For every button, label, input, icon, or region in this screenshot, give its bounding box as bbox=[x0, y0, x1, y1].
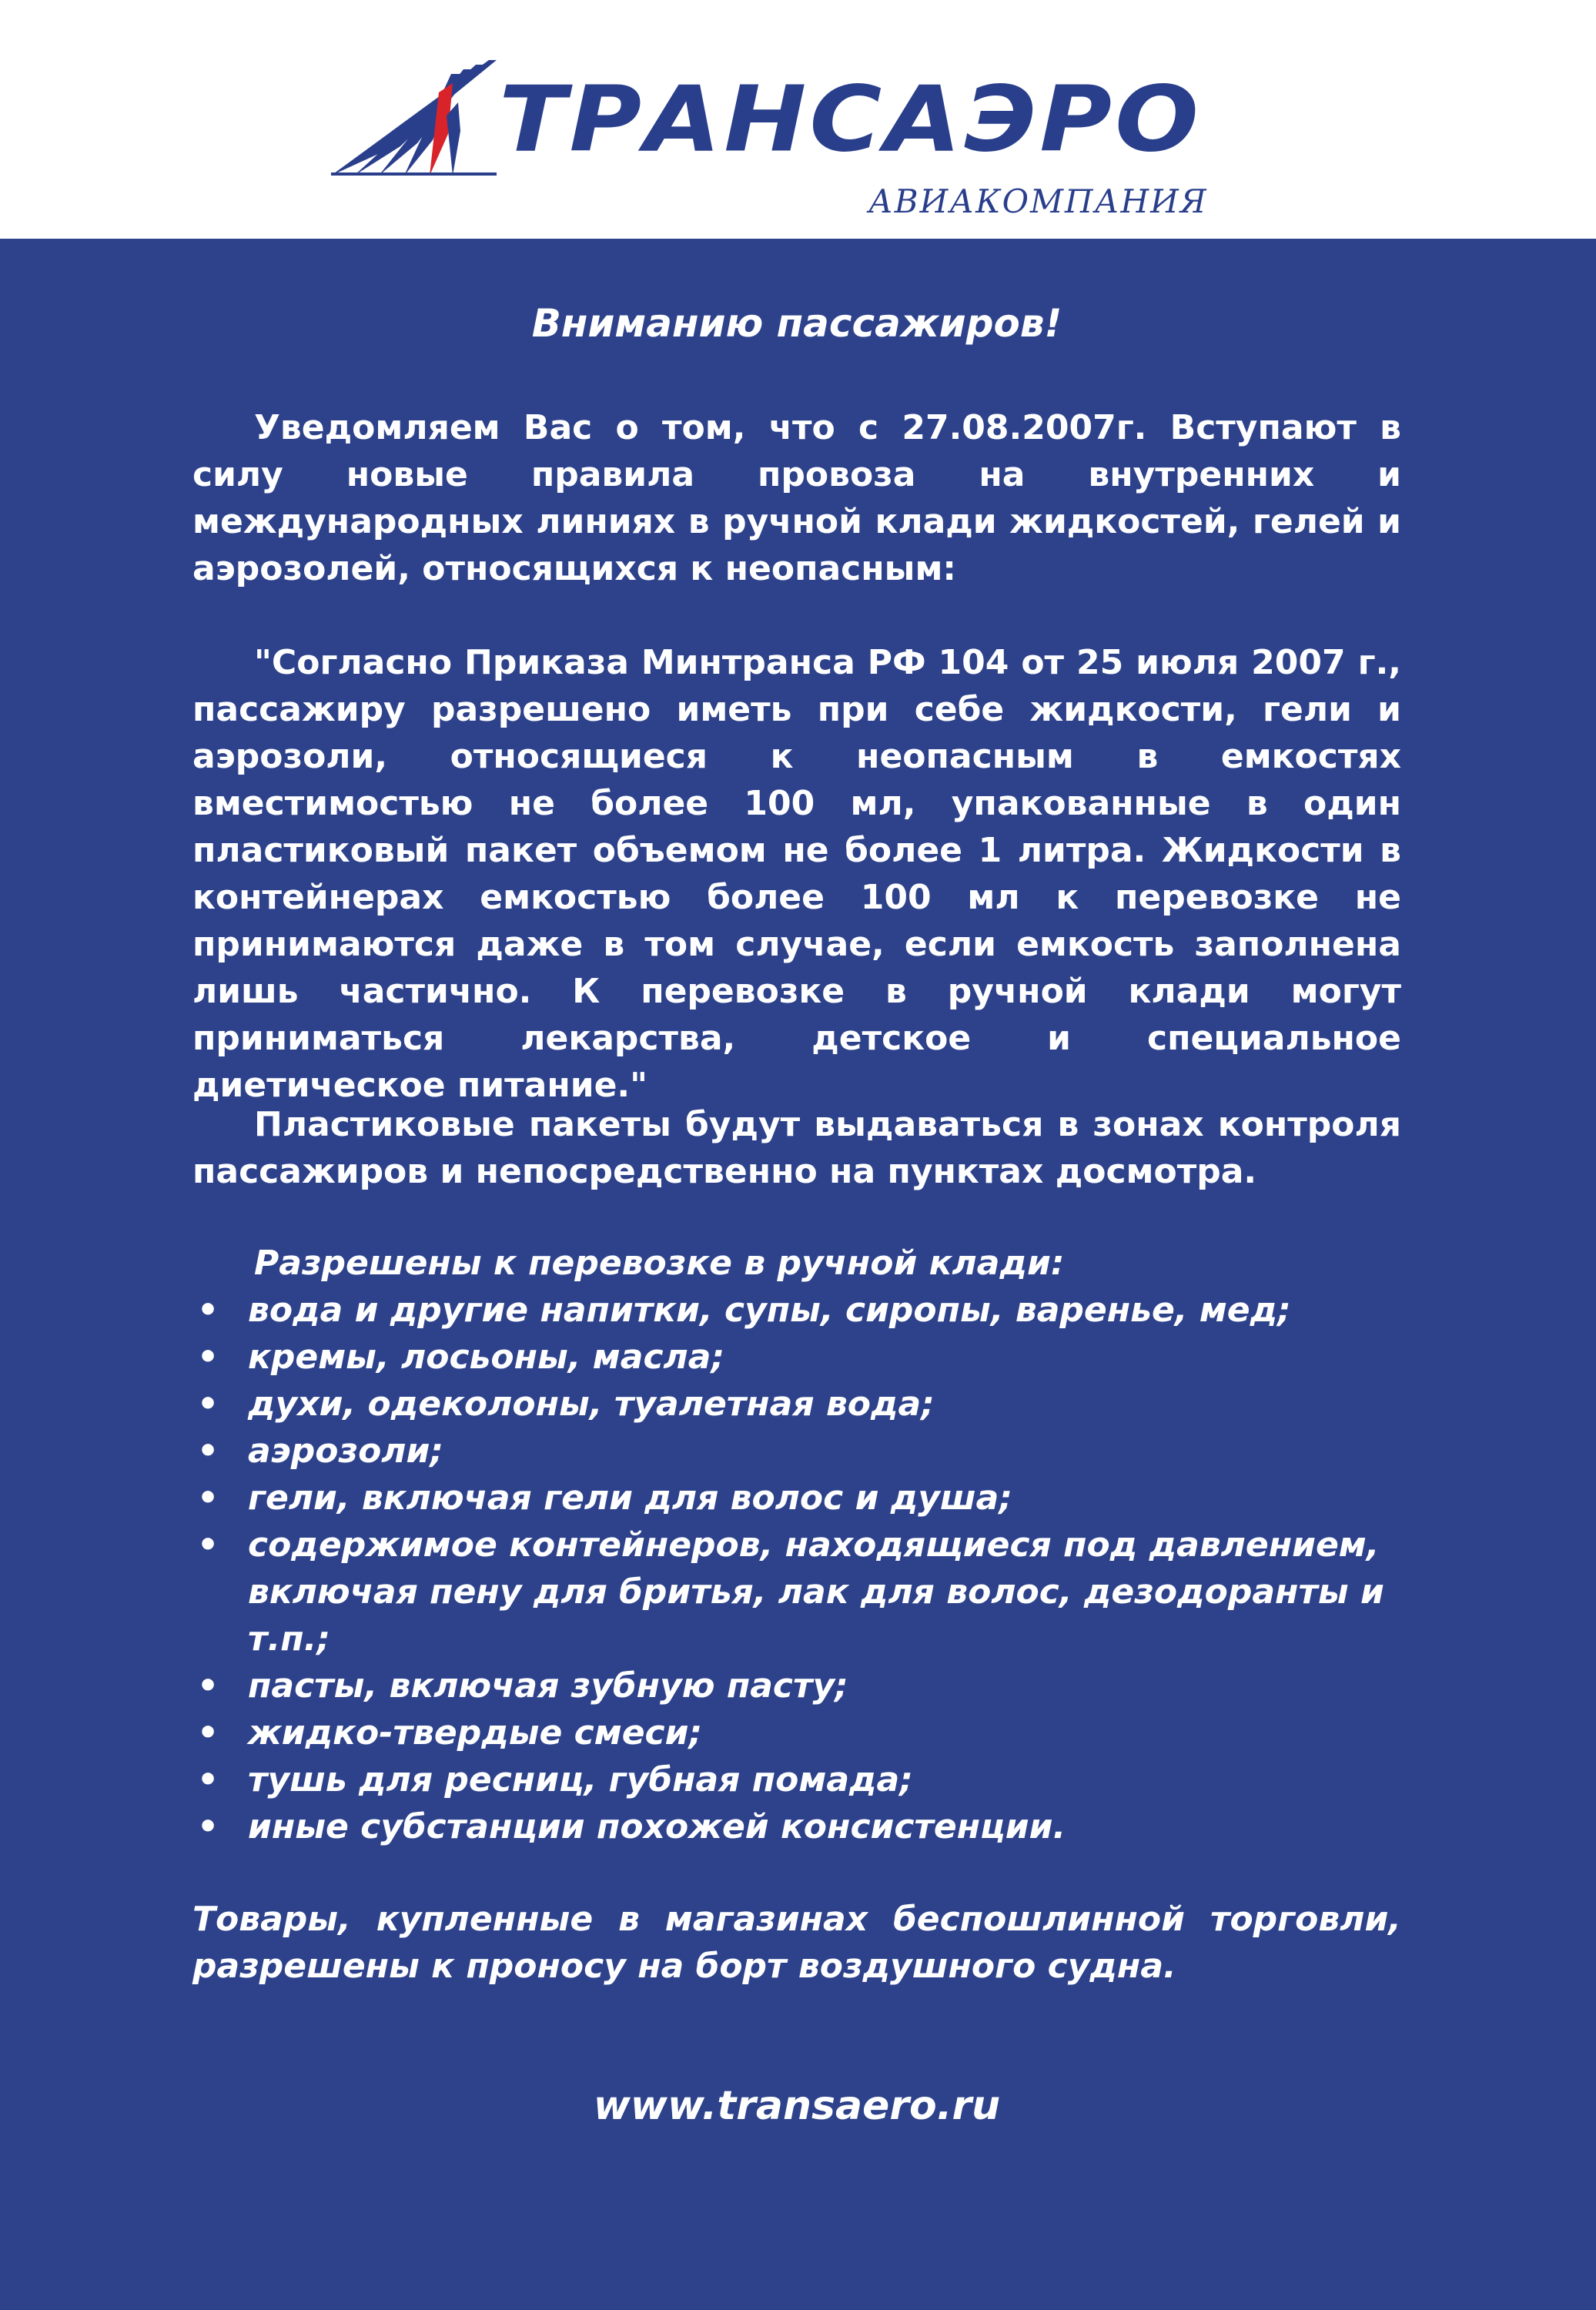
header bbox=[0, 0, 1596, 239]
duty-free-paragraph: Товары, купленные в магазинах беспошлинной торговли, разрешены к проносу на борт воздушного судна. bbox=[192, 1900, 1401, 1986]
plastic-bags-paragraph: Пластиковые пакеты будут выдаваться в зонах контроля пассажиров и непосредственно на пунктах досмотра. bbox=[192, 1105, 1401, 1191]
order-quote-paragraph: "Согласно Приказа Минтранса РФ 104 от 25 июля 2007 г., пассажиру разрешено иметь при себе жидкости, гели и аэрозоли, относящиеся к неопасным в емкостях вместимостью не более 100 мл, упакованные в один пластиковый пакет объемом не более 1 литра. Жидкости в контейнерах емкостью более 100 мл к перевозке не принимаются даже в том случае, если емкость заполнена лишь частично. К перевозке в ручной клади могут приниматься лекарства, детское и специальное диетическое питание." bbox=[192, 643, 1401, 1105]
list-item: • пасты, включая зубную пасту; bbox=[192, 1662, 1401, 1709]
brand-subtitle: АВИАКОМПАНИЯ bbox=[868, 182, 1208, 220]
list-item: • жидко-твердые смеси; bbox=[192, 1709, 1401, 1756]
notice-panel bbox=[0, 239, 1596, 2310]
brand-name: ТРАНСАЭРО bbox=[499, 66, 1202, 172]
allowed-list-title: Разрешены к перевозке в ручной клади: bbox=[254, 1244, 1065, 1283]
list-item: • вода и другие напитки, супы, сиропы, варенье, мед; bbox=[192, 1287, 1401, 1334]
list-item: • иные субстанции похожей консистенции. bbox=[192, 1803, 1401, 1850]
airline-tail-logo-icon bbox=[331, 60, 497, 176]
intro-paragraph: Уведомляем Вас о том, что с 27.08.2007г. Вступают в силу новые правила провоза на внутренних и международных линиях в ручной клади жидкостей, гелей и аэрозолей, относящихся к неопасным: bbox=[192, 408, 1401, 588]
website-link[interactable]: www.transaero.ru bbox=[593, 2083, 1001, 2129]
list-item: • кремы, лосьоны, масла; bbox=[192, 1334, 1401, 1381]
notice-heading: Вниманию пассажиров! bbox=[531, 301, 1062, 346]
list-item: • духи, одеколоны, туалетная вода; bbox=[192, 1381, 1401, 1428]
list-item: • гели, включая гели для волос и душа; bbox=[192, 1475, 1401, 1522]
list-item: • тушь для ресниц, губная помада; bbox=[192, 1756, 1401, 1803]
list-item: • содержимое контейнеров, находящиеся под давлением, включая пену для бритья, лак для волос, дезодоранты и т.п.; bbox=[192, 1522, 1401, 1662]
list-item: • аэрозоли; bbox=[192, 1428, 1401, 1475]
allowed-items-list bbox=[192, 1287, 1401, 1850]
